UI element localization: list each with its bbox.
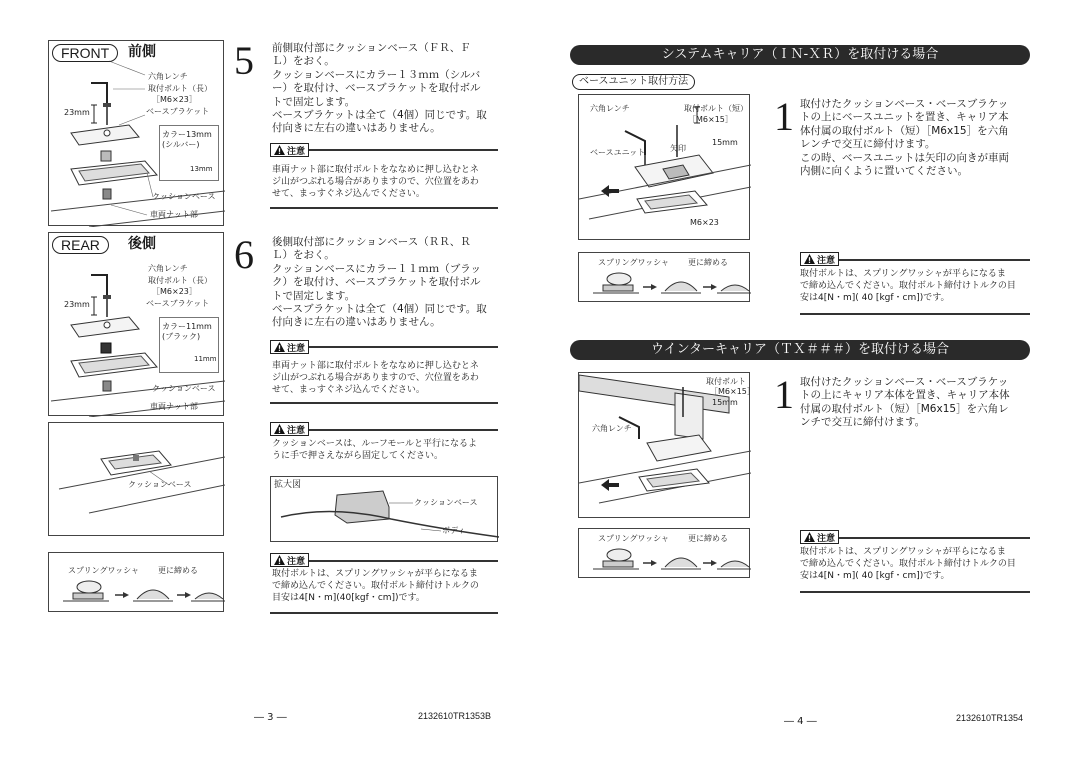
right-page-number: ― 4 ― [784,716,817,727]
warning-triangle-icon [274,145,285,155]
base-unit-method-pill: ベースユニット取付方法 [572,74,695,90]
front-collar-label: カラー13mm [162,130,212,139]
warning-triangle-icon [804,254,815,264]
spring-washer-illustration [49,553,225,613]
cushion-base-label: クッションベース [128,480,192,489]
washer-label: スプリングワッシャ [68,566,139,575]
step-5-text: 前側取付部にクッションベース（ＦＲ、Ｆ Ｌ）をおく。 クッションベースにカラー１３ｍｍ（シルバ ー）を取付け、ベースブラケットを取付ボル トで固定します。 ベースブラケットは全て（4個）同じです。取 付向きに左右の違いはありません。 [272,42,487,135]
rear-hex-wrench-label: 六角レンチ [148,264,188,273]
step-6-number: 6 [234,232,254,277]
fig1-hex-wrench-label: 六角レンチ [590,104,630,113]
step-6-end-rule [270,402,498,404]
step-5-caution-text: 車両ナット部に取付ボルトをななめに押し込むとネ ジ山がつぶれる場合がありますので、穴位置をあわ せて、まっすぐネジ込んでください。 [272,165,479,199]
rear-bolt-label: 取付ボルト（長） [148,276,212,285]
front-bracket-label: ベースブラケット [146,107,210,116]
right-caution-2-text: 取付ボルトは、スプリングワッシャが平らになるま で締め込んでください。取付ボルト締付けトルクの目 安は4[N・m]( 40 [kgf・cm])です。 [800,547,1016,581]
fig1-dim: 15mm [712,138,738,147]
fig2-dim: 15mm [712,398,738,407]
rear-label-jp: 後側 [128,236,156,252]
fig1-arrow-label: 矢印 [670,144,686,153]
rear-collar-label: カラー11mm [162,322,212,331]
step-6-caution-badge: 注意 [270,340,309,354]
rear-bracket-label: ベースブラケット [146,299,210,308]
rear-dim: 23mm [64,300,90,309]
front-nut-label: 車両ナット部 [150,210,198,219]
step-5-caution-badge: 注意 [270,143,309,157]
step-1a-number: 1 [774,94,794,139]
step-6-text: 後側取付部にクッションベース（ＲＲ、Ｒ Ｌ）をおく。 クッションベースにカラー１１ｍｍ（ブラッ ク）を取付け、ベースブラケットを取付ボル トで固定します。 ベースブラケットは全て（4個）同じです。取 付向きに左右の違いはありません。 [272,236,487,329]
caution-3-text: クッションベースは、ルーフモールと平行になるよ うに手で押さえながら固定してください。 [272,439,478,461]
left-page-number: ― 3 ― [254,712,287,723]
right-caution-1-end-rule [800,313,1030,315]
front-hex-wrench-label: 六角レンチ [148,72,188,81]
fig2-bolt-label: 取付ボルト [706,377,746,386]
zoom-cushion-label: クッションベース [414,498,478,507]
zoom-title: 拡大図 [274,480,302,490]
warning-triangle-icon [274,424,285,434]
rear-nut-label: 車両ナット部 [150,402,198,411]
fig1-bolt-label: 取付ボルト（短） [684,104,748,113]
right-caution-1-badge: 注意 [800,252,839,266]
front-cushion-label: クッションベース [152,192,216,201]
warning-triangle-icon [274,342,285,352]
fig1-bolt-size: ［M6×15］ [688,115,733,124]
warning-triangle-icon [804,532,815,542]
fig2-hex-wrench-label: 六角レンチ [592,424,632,433]
caution-3-badge: 注意 [270,422,309,436]
front-label-jp: 前側 [128,44,156,60]
zoom-body-label: ボディ [442,526,466,535]
system-carrier-banner: システムキャリア（ＩＮ-ＸＲ）を取付ける場合 [570,45,1030,65]
washer-panel [48,552,224,612]
front-collar-size: 13mm [190,165,213,173]
front-bolt-size: ［M6×23］ [152,95,197,104]
step-1a-text: 取付けたクッションベース・ベースブラケッ トの上にベースユニットを置き、キャリア本 体付属の取付ボルト（短）［M6x15］を六角 レンチで交互に締付けます。 この時、ベースユニットは矢印の向きが車両 内側に向くように置いてください。 [800,98,1010,178]
rear-cushion-label: クッションベース [152,384,216,393]
fig1-bolt-long-label: M6×23 [690,218,719,227]
caution-4-end-rule [270,612,498,614]
caution-4-text: 取付ボルトは、スプリングワッシャが平らになるま で締め込んでください。取付ボルト締付けトルクの 目安は4[N・m](40[kgf・cm])です。 [272,569,479,603]
washer-1-label: スプリングワッシャ [598,258,669,267]
left-doc-code: 2132610TR1353B [418,711,492,721]
step-5-number: 5 [234,38,254,83]
winter-carrier-banner: ウインターキャリア（ＴＸ＃＃＃）を取付ける場合 [570,340,1030,360]
front-collar-color: (シルバー) [162,140,200,149]
front-dim: 23mm [64,108,90,117]
rear-bolt-size: ［M6×23］ [152,287,197,296]
washer-1-tighten-label: 更に締める [688,258,728,267]
front-label: FRONT [52,44,118,62]
cushion-placement-panel [48,422,224,536]
fig1-base-unit-label: ベースユニット [590,148,646,157]
right-caution-2-end-rule [800,591,1030,593]
step-1b-text: 取付けたクッションベース・ベースブラケッ トの上にキャリア本体を置き、キャリア本体 付属の取付ボルト（短）［M6x15］を六角レ ンチで交互に締付けます。 [800,376,1010,429]
warning-triangle-icon [274,555,285,565]
step-1b-number: 1 [774,372,794,417]
right-doc-code: 2132610TR1354 [956,713,1024,723]
rear-collar-size: 11mm [194,355,217,363]
fig2-bolt-size: ［M6×15］ [710,387,755,396]
step-6-caution-text: 車両ナット部に取付ボルトをななめに押し込むとネ ジ山がつぶれる場合がありますので、穴位置をあわ せて、まっすぐネジ込んでください。 [272,361,479,395]
caution-4-badge: 注意 [270,553,309,567]
washer-2-tighten-label: 更に締める [688,534,728,543]
front-bolt-label: 取付ボルト（長） [148,84,212,93]
right-caution-2-badge: 注意 [800,530,839,544]
washer-2-label: スプリングワッシャ [598,534,669,543]
right-caution-1-text: 取付ボルトは、スプリングワッシャが平らになるま で締め込んでください。取付ボルト締付けトルクの目 安は4[N・m]( 40 [kgf・cm])です。 [800,269,1016,303]
rear-collar-color: (ブラック) [162,332,201,341]
step-5-end-rule [270,207,498,209]
rear-label: REAR [52,236,109,254]
washer-tighten-label: 更に締める [158,566,198,575]
